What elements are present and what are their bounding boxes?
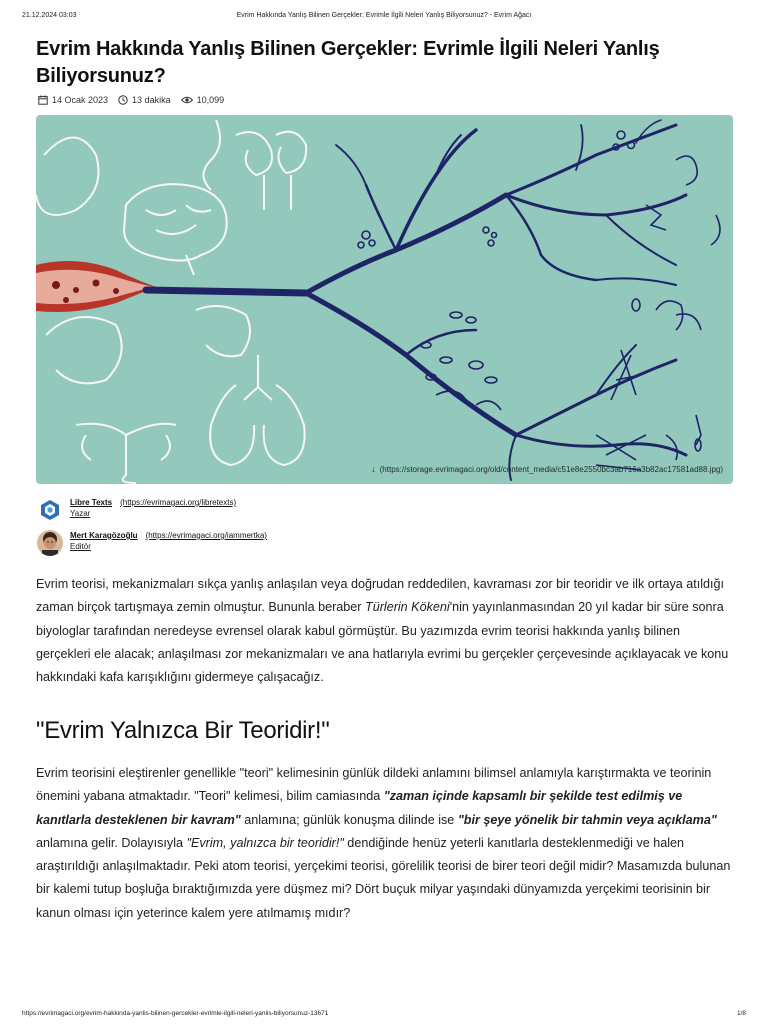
editor-name[interactable]: Mert Karagözoğlu xyxy=(70,531,138,540)
author-name[interactable]: Libre Texts xyxy=(70,498,113,507)
author-url[interactable]: (https://evrimagaci.org/libretexts) xyxy=(120,498,237,507)
author-info xyxy=(70,497,236,519)
section-paragraph xyxy=(36,762,736,925)
section-text-2: anlamına; günlük konuşma dilinde ise xyxy=(240,812,458,827)
print-page-title: Evrim Hakkında Yanlış Bilinen Gerçekler: Evrimle İlgili Neleri Yanlış Biliyorsunuz? - Evrim Ağacı xyxy=(236,12,532,19)
clock-icon xyxy=(118,95,128,105)
print-url: https://evrimagaci.org/evrim-hakkinda-yanlis-bilinen-gercekler-evrimle-ilgili-neleri-yanlis-biliyorsunuz-13671 xyxy=(22,1010,329,1017)
meta-date xyxy=(38,95,108,105)
download-icon: ↓ xyxy=(371,464,376,474)
section-quote: "Evrim, yalnızca bir teoridir!" xyxy=(186,835,344,850)
hero-image xyxy=(36,115,733,484)
author-mert xyxy=(37,530,267,556)
avatar-libretexts[interactable] xyxy=(37,497,63,523)
author-libretexts xyxy=(37,497,236,523)
article-meta xyxy=(38,93,234,107)
section-heading: "Evrim Yalnızca Bir Teoridir!" xyxy=(36,717,330,744)
meta-date-text: 14 Ocak 2023 xyxy=(52,95,109,105)
intro-paragraph xyxy=(36,573,736,689)
section-emphasis-1: "zaman içinde kapsamlı bir şekilde test edilmiş ve kanıtlarla desteklenen bir kavram" xyxy=(36,789,683,827)
print-header xyxy=(0,12,768,24)
intro-text-b: 'nin yayınlanmasından 20 yıl kadar bir süre sonra biyologlar tarafından neredeyse evrensel olarak kabul görmüştür. Bu yazımızda evrim teorisi hakkında yanlış bilinen gerçekleri ele alacak; anlaşılması zor mekanizmaları ve ana hatlarıyla evrimi bu gerçekler çerçevesinde açıklayacak ve konu hakkındaki kafa karışıklığını gidermeye çalışacağız. xyxy=(36,600,729,685)
print-page-number: 1/8 xyxy=(736,1010,746,1017)
article-title: Evrim Hakkında Yanlış Bilinen Gerçekler: Evrimle İlgili Neleri Yanlış Biliyorsunuz? xyxy=(36,38,660,87)
section-text-4: dendiğinde henüz yeterli kanıtlarla desteklenmediği ve halen araştırıldığı anlaşılmaktadır. Peki atom teorisi, yerçekimi teorisi, görelilik teorisi de birer teori değil midir? Masamızda bulunan bir kalemi tutup boşluğa bıraktığımızda yere düşmez mi? Dört buçuk milyar yaşındaki dünyamızda yerçekimi teorisinin bir kanun olması için yeterince kalem yere atılmamış mıdır? xyxy=(36,835,731,920)
meta-views xyxy=(181,95,225,105)
editor-url[interactable]: (https://evrimagaci.org/iammertka) xyxy=(145,531,267,540)
evolution-tree-illustration xyxy=(36,115,733,484)
eye-icon xyxy=(181,95,193,105)
calendar-icon xyxy=(38,95,48,105)
editor-role[interactable]: Editör xyxy=(70,542,91,551)
meta-views-text: 10,099 xyxy=(196,95,225,105)
image-source-url[interactable]: (https://storage.evrimagaci.org/old/content_media/c51e8e2550bc3ab716a3b82ac17581ad88.jpg) xyxy=(379,464,723,474)
meta-read-time xyxy=(118,95,171,105)
section-emphasis-2: "bir şeye yönelik bir tahmin veya açıklama" xyxy=(457,812,717,827)
intro-text-a: Evrim teorisi, mekanizmaları sıkça yanlış anlaşılan veya doğrudan reddedilen, kavraması zor bir teoridir ve ilk ortaya atıldığı zaman birçok tartışmaya zemin olmuştur. Bununla beraber xyxy=(36,577,725,615)
intro-book-title: Türlerin Kökeni xyxy=(365,600,450,615)
section-text-3: anlamına gelir. Dolayısıyla xyxy=(36,835,187,850)
avatar-mert[interactable] xyxy=(37,530,63,556)
print-datetime: 21.12.2024 03:03 xyxy=(22,12,77,19)
meta-read-time-text: 13 dakika xyxy=(132,95,171,105)
section-text-1: Evrim teorisini eleştirenler genellikle "teori" kelimesinin günlük dildeki anlamını bilimsel anlamıyla karıştırmakta ve teorinin önemini yabana atmaktadır. "Teori" kelimesi, bilim camiasında xyxy=(36,766,712,804)
editor-info xyxy=(70,530,267,552)
author-role[interactable]: Yazar xyxy=(70,509,91,518)
image-source-link[interactable] xyxy=(371,464,723,474)
